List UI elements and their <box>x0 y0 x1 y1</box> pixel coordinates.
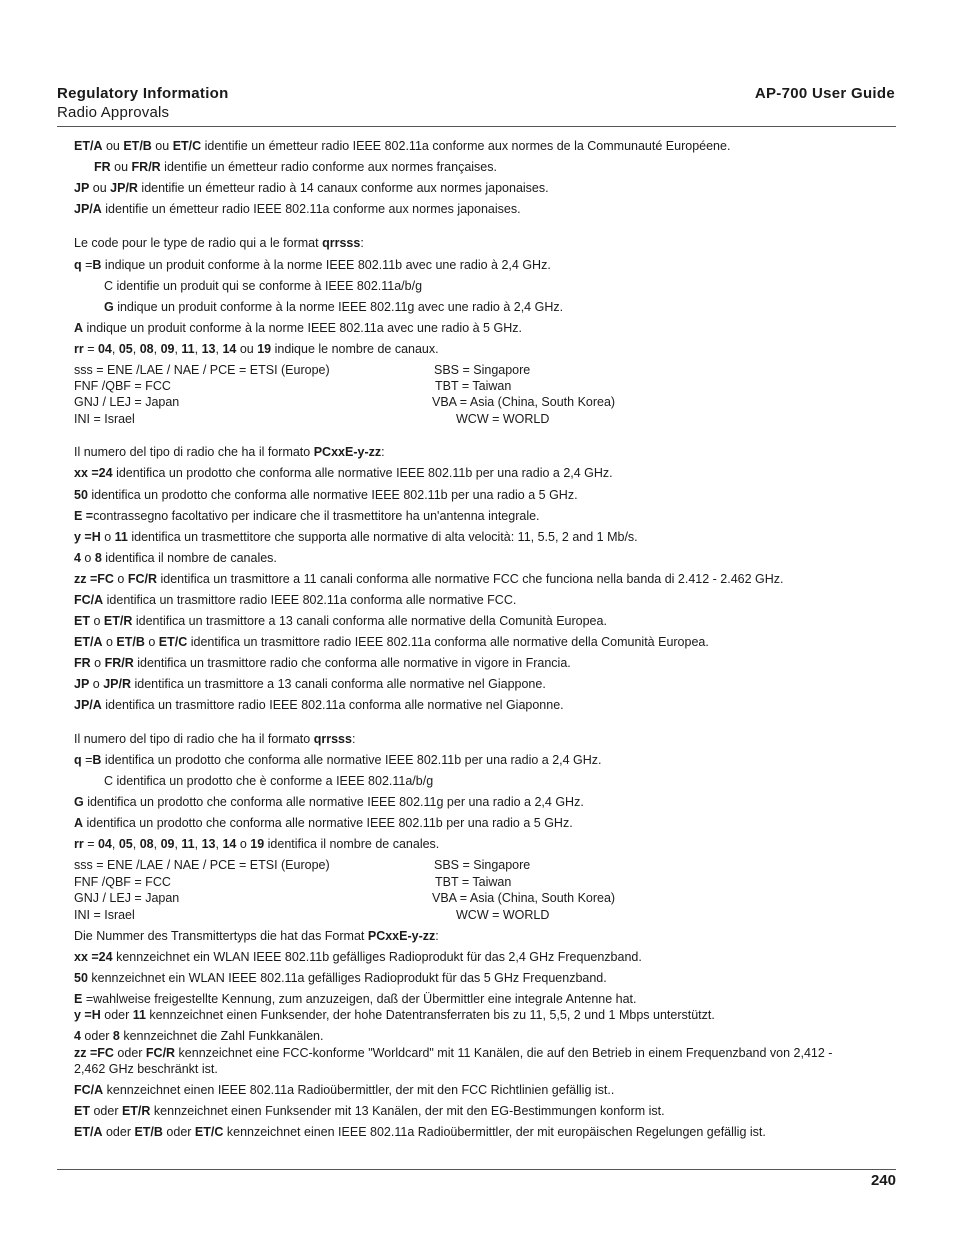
text-run: oder <box>100 1008 133 1022</box>
text-run: =wahlweise freigestellte Kennung, zum anzuzeigen, daß der Übermittler eine integrale Antenne hat. <box>82 992 637 1006</box>
text-line <box>74 1062 218 1077</box>
text-run: o <box>90 656 105 670</box>
text-run: identifie un émetteur radio IEEE 802.11a conforme aux normes japonaises. <box>101 202 521 216</box>
text-run: identifica un trasmittore radio IEEE 802.11a conforma alle normative della Comunità Europea. <box>187 635 709 649</box>
bold-code: ET/R <box>121 1104 151 1118</box>
text-line <box>74 139 730 154</box>
text-run: o <box>89 677 104 691</box>
text-line <box>74 181 549 196</box>
text-run: Il numero del tipo di radio che ha il formato <box>74 732 314 746</box>
text-run: kennzeichnet ein WLAN IEEE 802.11a gefälliges Radioprodukt für das 5 GHz Frequenzband. <box>87 971 607 985</box>
text-run: , <box>153 342 161 356</box>
text-run: FNF /QBF = FCC <box>74 379 171 393</box>
footer-divider <box>57 1169 896 1170</box>
text-run: o <box>236 837 251 851</box>
text-run: identifica un prodotto che conforma alle normative IEEE 802.11g per una radio a 2,4 GHz. <box>83 795 584 809</box>
page-number: 240 <box>870 1172 896 1189</box>
text-line <box>74 891 179 906</box>
bold-code: JP/R <box>110 181 138 195</box>
text-run: kennzeichnet einen Funksender, der hohe Datentransferraten bis zu 11, 5,5, 2 und 1 Mbps unterstützt. <box>145 1008 715 1022</box>
text-run: oder <box>162 1125 195 1139</box>
text-line <box>74 395 179 410</box>
bold-code: 4 <box>74 551 81 565</box>
bold-code: B <box>92 753 102 767</box>
text-run: , <box>153 837 161 851</box>
guide-title: AP-700 User Guide <box>754 85 895 102</box>
bold-code: 11 <box>132 1008 146 1022</box>
bold-code: A <box>74 816 84 830</box>
text-run: o <box>113 572 128 586</box>
text-run: identifica un trasmittore a 11 canali conforma alle normative FCC che funciona nella banda di 2.412 - 2.462 GHz. <box>157 572 784 586</box>
text-line <box>74 1125 766 1140</box>
bold-code: y =H <box>74 1008 101 1022</box>
text-line <box>74 202 521 217</box>
text-run: ou <box>102 139 124 153</box>
bold-code: JP/A <box>74 698 102 712</box>
bold-code: 11 <box>181 837 195 851</box>
text-line <box>74 677 546 692</box>
bold-code: FC/R <box>127 572 158 586</box>
text-run: indique un produit conforme à la norme IEEE 802.11a avec une radio à 5 GHz. <box>83 321 522 335</box>
text-run: = <box>81 753 93 767</box>
text-run: Le code pour le type de radio qui a le format <box>74 236 323 250</box>
text-run: o <box>89 614 104 628</box>
text-run: INI = Israel <box>74 412 135 426</box>
text-line <box>74 488 578 503</box>
text-run: Die Nummer des Transmittertyps die hat das Format <box>74 929 368 943</box>
bold-code: 05 <box>118 837 133 851</box>
text-line <box>74 321 522 336</box>
text-run: , <box>174 837 182 851</box>
bold-code: JP <box>74 181 90 195</box>
text-run: ou <box>236 342 258 356</box>
region-code-entry: VBA = Asia (China, South Korea) <box>432 395 616 409</box>
text-line <box>74 795 584 810</box>
bold-code: JP/A <box>74 202 102 216</box>
bold-code: E <box>74 992 83 1006</box>
text-line <box>74 466 613 481</box>
subsection-title: Radio Approvals <box>57 104 170 121</box>
bold-code: 13 <box>201 342 216 356</box>
text-line <box>74 971 607 986</box>
bold-code: FR/R <box>131 160 161 174</box>
bold-code: 50 <box>74 488 88 502</box>
bold-code: FR <box>74 656 91 670</box>
text-run: identifica un trasmittore radio che conforma alle normative in vigore in Francia. <box>133 656 571 670</box>
region-code-entry: TBT = Taiwan <box>435 875 512 889</box>
text-run: oder <box>89 1104 122 1118</box>
text-line <box>74 1029 323 1044</box>
text-line <box>104 279 422 294</box>
bold-code: ET/B <box>123 139 152 153</box>
region-code-entry: SBS = Singapore <box>434 363 531 377</box>
bold-code: ET <box>74 614 90 628</box>
text-run: : <box>351 732 356 746</box>
bold-code: 11 <box>181 342 195 356</box>
text-line <box>74 1008 715 1023</box>
text-line <box>74 379 171 394</box>
text-line <box>74 929 439 944</box>
text-line <box>74 1104 665 1119</box>
text-run: identifica un trasmittore a 13 canali conforma alle normative della Comunità Europea. <box>132 614 607 628</box>
text-line <box>74 236 364 251</box>
text-run: identifica il nombre de canales. <box>264 837 440 851</box>
text-line <box>74 509 540 524</box>
text-run: oder <box>80 1029 113 1043</box>
bold-code: ET/B <box>116 635 145 649</box>
text-run: identifie un émetteur radio à 14 canaux conforme aux normes japonaises. <box>137 181 549 195</box>
text-run: C identifie un produit qui se conforme à IEEE 802.11a/b/g <box>104 279 423 293</box>
text-run: , <box>194 342 202 356</box>
bold-code: rr <box>74 837 84 851</box>
region-code-entry: WCW = WORLD <box>456 908 550 922</box>
bold-code: FR/R <box>104 656 134 670</box>
text-line <box>74 656 571 671</box>
bold-code: E = <box>74 509 94 523</box>
text-run: , <box>132 342 140 356</box>
bold-code: qrrsss <box>313 732 352 746</box>
bold-code: JP <box>74 677 90 691</box>
text-run: kennzeichnet eine FCC-konforme "Worldcard" mit 11 Kanälen, die auf den Betrieb in einem Frequenzband von 2,412 - <box>175 1046 833 1060</box>
text-line <box>74 593 516 608</box>
text-line <box>74 732 355 747</box>
text-run: identifie un émetteur radio conforme aux normes françaises. <box>160 160 497 174</box>
bold-code: 05 <box>118 342 133 356</box>
bold-code: ET <box>74 1104 90 1118</box>
bold-code: 14 <box>222 837 237 851</box>
text-line <box>94 160 497 175</box>
text-run: kennzeichnet die Zahl Funkkanälen. <box>119 1029 324 1043</box>
text-line <box>74 753 602 768</box>
region-code-entry: VBA = Asia (China, South Korea) <box>432 891 616 905</box>
text-line <box>74 412 135 427</box>
bold-code: xx =24 <box>74 950 113 964</box>
text-run: identifica un prodotto che conforma alle normative IEEE 802.11b per una radio a 5 GHz. <box>87 488 578 502</box>
text-run: identifica un trasmittore radio IEEE 802.11a conforma alle normative nel Giaponne. <box>101 698 564 712</box>
text-run: , <box>174 342 182 356</box>
bold-code: ET/C <box>194 1125 224 1139</box>
text-run: sss = ENE /LAE / NAE / PCE = ETSI (Europe) <box>74 363 330 377</box>
text-line <box>74 363 330 378</box>
text-run: , <box>132 837 140 851</box>
text-line <box>104 774 433 789</box>
text-run: identifica un prodotto che conforma alle normative IEEE 802.11b per una radio a 5 GHz. <box>83 816 573 830</box>
text-line <box>74 950 642 965</box>
text-line <box>74 816 573 831</box>
text-run: identifica un trasmettitore che supporta alle normative di alta velocità: 11, 5.5, 2 and 1 Mb/s. <box>127 530 638 544</box>
bold-code: 09 <box>160 837 175 851</box>
bold-code: 8 <box>94 551 102 565</box>
bold-code: q <box>74 753 82 767</box>
bold-code: rr <box>74 342 84 356</box>
text-run: GNJ / LEJ = Japan <box>74 891 180 905</box>
bold-code: FC/R <box>145 1046 176 1060</box>
text-run: indique un produit conforme à la norme IEEE 802.11g avec une radio à 2,4 GHz. <box>113 300 564 314</box>
bold-code: PCxxE-y-zz <box>313 445 382 459</box>
text-run: identifica un prodotto che conforma alle normative IEEE 802.11b per una radio a 2,4 GHz. <box>101 753 602 767</box>
bold-code: xx =24 <box>74 466 113 480</box>
text-run: o <box>102 635 117 649</box>
text-line <box>74 875 171 890</box>
bold-code: ET/C <box>158 635 188 649</box>
bold-code: 04 <box>97 837 112 851</box>
text-line <box>74 614 607 629</box>
bold-code: 4 <box>74 1029 81 1043</box>
bold-code: 50 <box>74 971 88 985</box>
text-line <box>74 551 277 566</box>
text-run: GNJ / LEJ = Japan <box>74 395 180 409</box>
text-run: identifie un émetteur radio IEEE 802.11a conforme aux normes de la Communauté Européene. <box>201 139 731 153</box>
text-line <box>74 572 784 587</box>
region-code-entry: TBT = Taiwan <box>435 379 512 393</box>
text-run: , <box>215 342 223 356</box>
bold-code: zz =FC <box>74 1046 114 1060</box>
text-line <box>104 300 563 315</box>
bold-code: FR <box>94 160 111 174</box>
text-run: , <box>194 837 202 851</box>
text-line <box>74 635 709 650</box>
text-run: identifica il nombre de canales. <box>101 551 277 565</box>
bold-code: ET/B <box>134 1125 163 1139</box>
text-run: oder <box>113 1046 146 1060</box>
bold-code: 04 <box>97 342 112 356</box>
text-run: Il numero del tipo di radio che ha il formato <box>74 445 314 459</box>
bold-code: FC/A <box>74 593 104 607</box>
region-code-entry: SBS = Singapore <box>434 858 531 872</box>
text-run: = <box>83 342 98 356</box>
text-run: ou <box>151 139 173 153</box>
text-run: o <box>100 530 115 544</box>
text-run: kennzeichnet einen IEEE 802.11a Radioübermittler, der mit den FCC Richtlinien gefällig ist.. <box>103 1083 615 1097</box>
bold-code: PCxxE-y-zz <box>367 929 436 943</box>
header-divider <box>57 126 896 127</box>
bold-code: G <box>74 795 84 809</box>
text-run: identifica un trasmittore radio IEEE 802.11a conforma alle normative FCC. <box>103 593 517 607</box>
text-run: , <box>215 837 223 851</box>
text-line <box>74 530 638 545</box>
text-line <box>74 858 330 873</box>
bold-code: y =H <box>74 530 101 544</box>
bold-code: 8 <box>112 1029 120 1043</box>
text-run: kennzeichnet einen IEEE 802.11a Radioübermittler, der mit europäischen Regelungen gefällig ist. <box>223 1125 766 1139</box>
bold-code: ET/A <box>74 139 103 153</box>
region-code-entry: WCW = WORLD <box>456 412 550 426</box>
text-run: : <box>435 929 439 943</box>
text-run: ou <box>89 181 111 195</box>
text-run: kennzeichnet ein WLAN IEEE 802.11b gefälliges Radioprodukt für das 2,4 GHz Frequenzband. <box>112 950 642 964</box>
bold-code: FC/A <box>74 1083 104 1097</box>
text-run: , <box>111 837 119 851</box>
bold-code: q <box>74 258 82 272</box>
text-run: = <box>83 837 98 851</box>
bold-code: A <box>74 321 84 335</box>
bold-code: 08 <box>139 342 154 356</box>
bold-code: 19 <box>250 837 265 851</box>
bold-code: 11 <box>114 530 128 544</box>
text-run: sss = ENE /LAE / NAE / PCE = ETSI (Europe) <box>74 858 330 872</box>
bold-code: ET/A <box>74 635 103 649</box>
text-run: indique le nombre de canaux. <box>271 342 439 356</box>
text-line <box>74 1083 614 1098</box>
text-run: 2,462 GHz beschränkt ist. <box>74 1062 218 1076</box>
section-title: Regulatory Information <box>57 85 229 102</box>
text-run: identifica un prodotto che conforma alle normative IEEE 802.11b per una radio a 2,4 GHz. <box>112 466 613 480</box>
bold-code: 14 <box>222 342 237 356</box>
text-run: = <box>81 258 93 272</box>
text-run: : <box>381 445 385 459</box>
text-line <box>74 908 135 923</box>
text-run: : <box>360 236 364 250</box>
bold-code: 09 <box>160 342 175 356</box>
bold-code: B <box>92 258 102 272</box>
bold-code: ET/A <box>74 1125 103 1139</box>
text-run: INI = Israel <box>74 908 135 922</box>
text-run: oder <box>102 1125 135 1139</box>
bold-code: 19 <box>257 342 272 356</box>
text-run: o <box>80 551 95 565</box>
bold-code: ET/R <box>103 614 133 628</box>
text-line <box>74 698 564 713</box>
text-line <box>74 837 439 852</box>
text-run: kennzeichnet einen Funksender mit 13 Kanälen, der mit den EG-Bestimmungen konform ist. <box>150 1104 665 1118</box>
bold-code: G <box>104 300 114 314</box>
text-line <box>74 342 439 357</box>
text-run: FNF /QBF = FCC <box>74 875 171 889</box>
bold-code: 08 <box>139 837 154 851</box>
text-run: , <box>111 342 119 356</box>
bold-code: ET/C <box>172 139 202 153</box>
bold-code: 13 <box>201 837 216 851</box>
text-run: C identifica un prodotto che è conforme a IEEE 802.11a/b/g <box>104 774 434 788</box>
text-run: identifica un trasmittore a 13 canali conforma alle normative nel Giappone. <box>131 677 546 691</box>
text-run: indique un produit conforme à la norme IEEE 802.11b avec une radio à 2,4 GHz. <box>101 258 551 272</box>
text-line <box>74 992 637 1007</box>
text-line <box>74 258 551 273</box>
text-run: contrassegno facoltativo per indicare che il trasmettitore ha un'antenna integrale. <box>93 509 540 523</box>
bold-code: JP/R <box>103 677 131 691</box>
bold-code: qrrsss <box>322 236 361 250</box>
bold-code: zz =FC <box>74 572 114 586</box>
text-line <box>74 1046 832 1061</box>
text-run: ou <box>110 160 132 174</box>
text-line <box>74 445 385 460</box>
text-run: o <box>144 635 159 649</box>
